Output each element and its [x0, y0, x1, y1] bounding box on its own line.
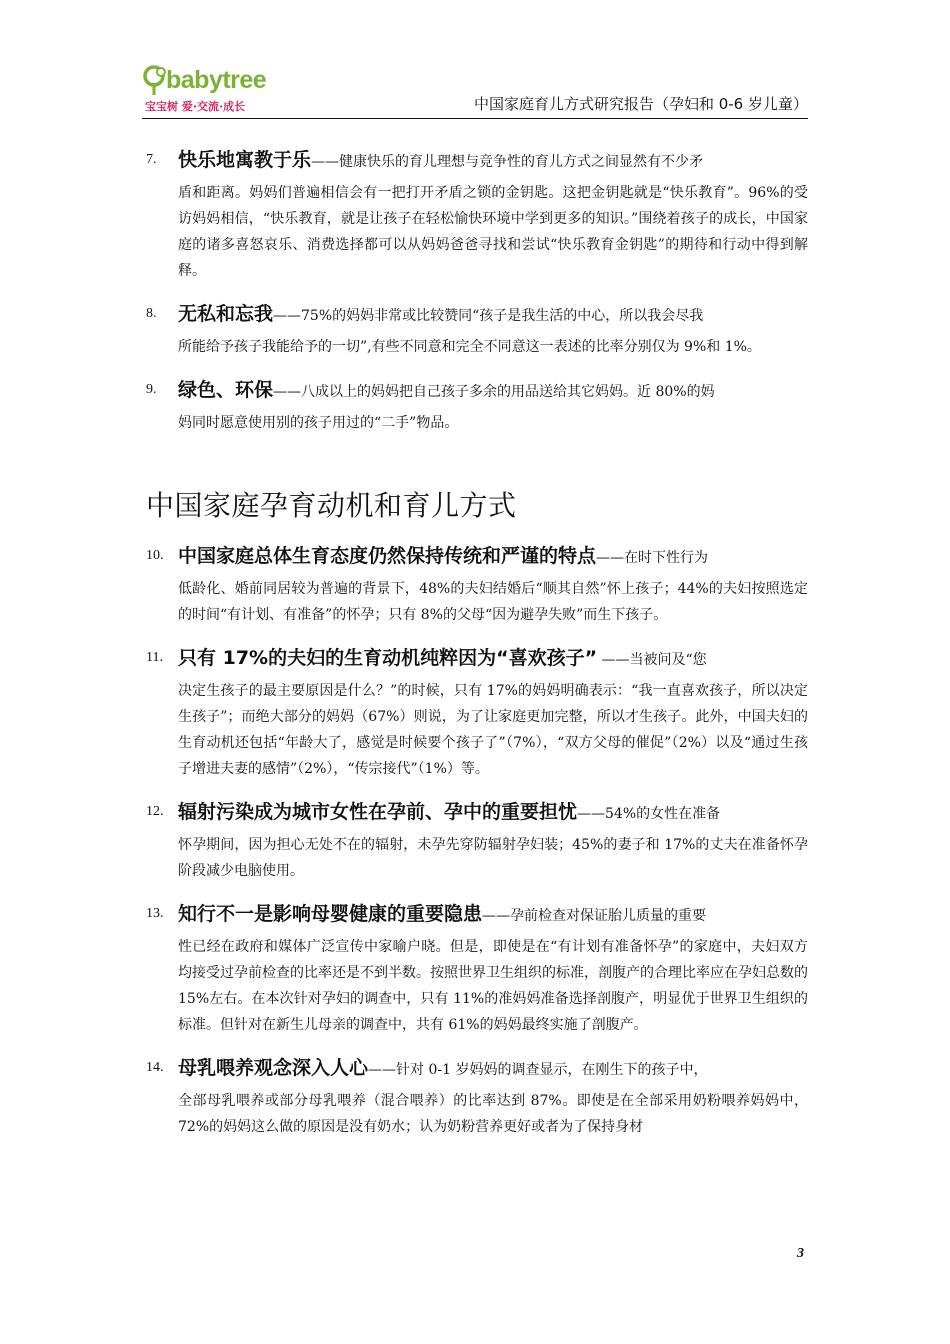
main-content — [146, 142, 808, 1152]
finding-item-14 — [146, 1050, 808, 1140]
report-title: 中国家庭育儿方式研究报告（孕妇和 0-6 岁儿童） — [473, 95, 808, 113]
tree-icon — [142, 64, 168, 98]
item-heading: 快乐地寓教于乐 — [178, 149, 312, 171]
item-number: 14. — [146, 1060, 164, 1075]
finding-item-13 — [146, 896, 808, 1038]
item-heading: 中国家庭总体生育态度仍然保持传统和严谨的特点 — [178, 545, 597, 567]
item-body-text: 盾和距离。妈妈们普遍相信会有一把打开矛盾之锁的金钥匙。这把金钥匙就是“快乐教育”。96%的受访妈妈相信，“快乐教育，就是让孩子在轻松愉快环境中学到更多的知识。”围绕着孩子的成长，中国家庭的诸多喜怒哀乐、消费选择都可以从妈妈爸爸寻找和尝试“快乐教育金钥匙”的期待和行动中得到解释。 — [178, 185, 808, 279]
item-number: 12. — [146, 804, 164, 819]
item-lead-text: ——54%的女性在准备 — [577, 806, 721, 822]
item-body-text: 低龄化、婚前同居较为普遍的背景下，48%的夫妇结婚后“顺其自然”怀上孩子；44%的夫妇按照选定的时间“有计划、有准备”的怀孕；只有 8%的父母“因为避孕失败”而生下孩子。 — [178, 581, 808, 623]
item-body-text: 决定生孩子的最主要原因是什么？”的时候，只有 17%的妈妈明确表示：“我一直喜欢孩子，所以决定生孩子”；而绝大部分的妈妈（67%）则说，为了让家庭更加完整，所以才生孩子。此外，中国夫妇的生育动机还包括“年龄大了，感觉是时候要个孩子了”（7%），“双方父母的催促”（2%）以及“通过生孩子增进夫妻的感情”（2%），“传宗接代”（1%）等。 — [178, 683, 808, 777]
item-number: 8. — [146, 306, 157, 321]
item-lead-text: ——针对 0-1 岁妈妈的调查显示，在刚生下的孩子中， — [368, 1062, 708, 1078]
item-lead-text: ——孕前检查对保证胎儿质量的重要 — [482, 908, 707, 924]
item-heading: 无私和忘我 — [178, 303, 274, 325]
item-number: 10. — [146, 548, 164, 563]
header-divider — [142, 118, 808, 119]
item-body-text: 所能给予孩子我能给予的一切”,有些不同意和完全不同意这一表述的比率分别仅为 9%和 1%。 — [178, 339, 761, 355]
finding-item-11 — [146, 640, 808, 782]
item-heading: 辐射污染成为城市女性在孕前、孕中的重要担忧 — [178, 801, 578, 823]
item-number: 7. — [146, 152, 157, 167]
page-number: 3 — [797, 1246, 804, 1261]
item-lead-text: ——健康快乐的育儿理想与竞争性的育儿方式之间显然有不少矛 — [311, 154, 704, 170]
item-lead-text: ——八成以上的妈妈把自己孩子多余的用品送给其它妈妈。近 80%的妈 — [273, 384, 715, 400]
section-heading: 中国家庭孕育动机和育儿方式 — [146, 489, 517, 522]
item-body-text: 性已经在政府和媒体广泛宣传中家喻户晓。但是，即使是在“有计划有准备怀孕”的家庭中，夫妇双方均接受过孕前检查的比率还是不到半数。按照世界卫生组织的标准，剖腹产的合理比率应在孕妇总数的 15%左右。在本次针对孕妇的调查中，只有 11%的准妈妈准备选择剖腹产，明显优于世界卫生组织的标准。但针对在新生儿母亲的调查中，共有 61%的妈妈最终实施了剖腹产。 — [178, 939, 808, 1033]
finding-item-10 — [146, 538, 808, 628]
item-number: 13. — [146, 906, 164, 921]
item-body-text: 怀孕期间，因为担心无处不在的辐射，未孕先穿防辐射孕妇装；45%的妻子和 17%的丈夫在准备怀孕阶段减少电脑使用。 — [178, 837, 808, 879]
logo-wordmark: babytree — [166, 66, 267, 94]
item-heading: 知行不一是影响母婴健康的重要隐患 — [178, 903, 483, 925]
item-heading: 母乳喂养观念深入人心 — [178, 1057, 369, 1079]
babytree-logo — [142, 64, 282, 120]
item-body-text: 全部母乳喂养或部分母乳喂养（混合喂养）的比率达到 87%。即使是在全部采用奶粉喂养妈妈中，72%的妈妈这么做的原因是没有奶水；认为奶粉营养更好或者为了保持身材 — [178, 1093, 808, 1135]
finding-item-7 — [146, 142, 808, 284]
item-lead-text: ——75%的妈妈非常或比较赞同“孩子是我生活的中心，所以我会尽我 — [273, 308, 704, 324]
item-number: 11. — [146, 650, 163, 665]
item-heading: 绿色、环保 — [178, 379, 274, 401]
item-number: 9. — [146, 382, 157, 397]
logo-tagline: 宝宝树 爱·交流·成长 — [145, 100, 246, 113]
item-lead-text: ——当被问及“您 — [597, 652, 707, 668]
item-lead-text: ——在时下性行为 — [596, 550, 709, 566]
finding-item-8 — [146, 296, 808, 360]
item-heading: 只有 17%的夫妇的生育动机纯粹因为“喜欢孩子” — [178, 647, 598, 669]
item-body-text: 妈同时愿意使用别的孩子用过的“二手”物品。 — [178, 415, 459, 431]
finding-item-12 — [146, 794, 808, 884]
finding-item-9 — [146, 372, 808, 436]
